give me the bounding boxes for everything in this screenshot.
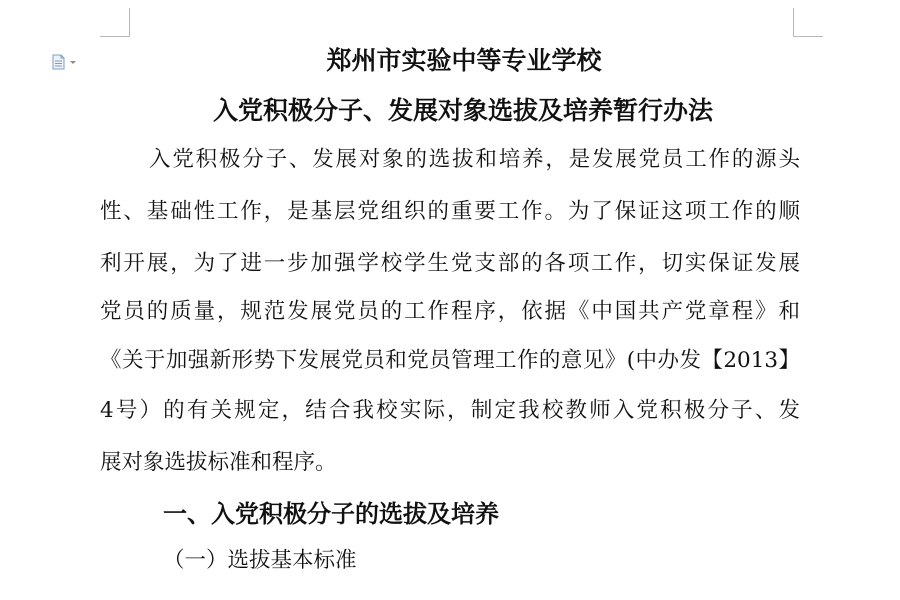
document-title: 郑州市实验中等专业学校 xyxy=(326,46,602,75)
document-subtitle: 入党积极分子、发展对象选拔及培养暂行办法 xyxy=(212,96,713,125)
paragraph-line: 展对象选拔标准和程序。 xyxy=(100,450,337,475)
paragraph-line: 4号）的有关规定，结合我校实际，制定我校教师入党积极分子、发 xyxy=(100,398,800,423)
crop-mark-top-right-vertical xyxy=(793,8,794,37)
crop-mark-top-left-horizontal xyxy=(100,36,130,37)
paragraph-line: 利开展，为了进一步加强学校学生党支部的各项工作，切实保证发展 xyxy=(100,251,800,276)
crop-mark-top-left-vertical xyxy=(129,8,130,37)
section-heading: 一、入党积极分子的选拔及培养 xyxy=(163,499,499,528)
paragraph-line: 性、基础性工作，是基层党组织的重要工作。为了保证这项工作的顺 xyxy=(100,199,800,224)
paragraph-line: 《关于加强新形势下发展党员和党员管理工作的意见》(中办发【2013】 xyxy=(100,348,800,373)
crop-mark-top-right-horizontal xyxy=(793,36,823,37)
paragraph-line: 党员的质量，规范发展党员的工作程序，依据《中国共产党章程》和 xyxy=(100,299,800,324)
subsection-heading: （一）选拔基本标准 xyxy=(163,548,357,573)
paragraph-line: 入党积极分子、发展对象的选拔和培养，是发展党员工作的源头 xyxy=(149,147,800,172)
